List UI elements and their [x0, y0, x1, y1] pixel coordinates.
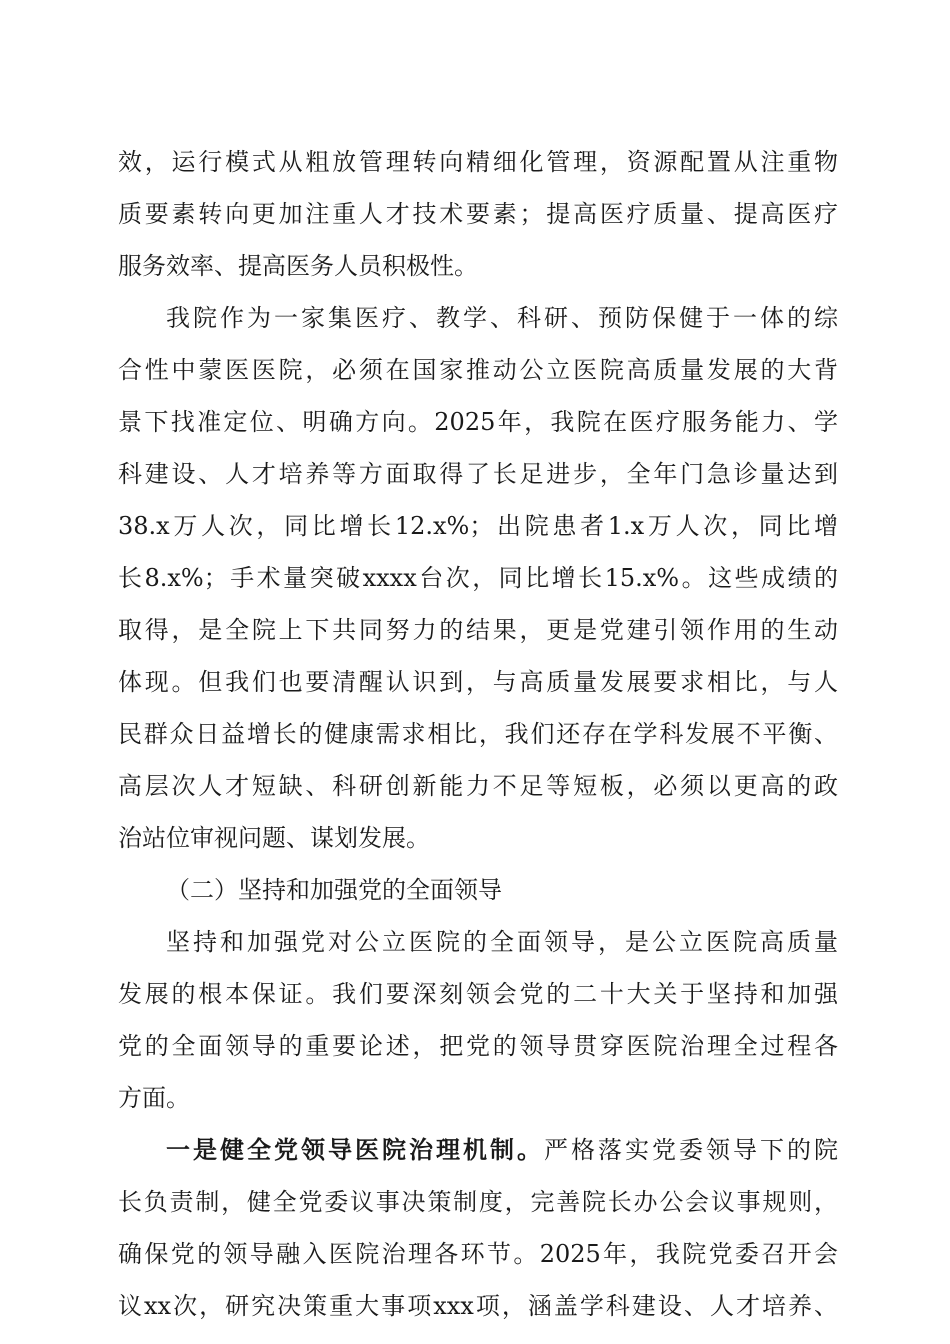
lead-phrase: 一是健全党领导医院治理机制。 [166, 1135, 544, 1164]
paragraph-line: 景下找准定位、明确方向。2025年，我院在医疗服务能力、学 [118, 408, 838, 436]
paragraph-line: 方面。 [118, 1084, 190, 1112]
paragraph-line: 发展的根本保证。我们要深刻领会党的二十大关于坚持和加强 [118, 980, 838, 1008]
paragraph-line: 高层次人才短缺、科研创新能力不足等短板，必须以更高的政 [118, 772, 838, 800]
paragraph-line: 科建设、人才培养等方面取得了长足进步，全年门急诊量达到 [118, 460, 838, 488]
paragraph-line: 议xx次，研究决策重大事项xxx项，涵盖学科建设、人才培养、 [118, 1292, 838, 1320]
paragraph-line: 服务效率、提高医务人员积极性。 [118, 252, 478, 280]
paragraph-line [118, 1124, 838, 1176]
paragraph-line: 治站位审视问题、谋划发展。 [118, 824, 430, 852]
paragraph-line: 38.x万人次，同比增长12.x%；出院患者1.x万人次，同比增 [118, 512, 838, 540]
paragraph-line: 长负责制，健全党委议事决策制度，完善院长办公会议事规则， [118, 1188, 838, 1216]
paragraph-line: 合性中蒙医医院，必须在国家推动公立医院高质量发展的大背 [118, 356, 838, 384]
paragraph-line: 民群众日益增长的健康需求相比，我们还存在学科发展不平衡、 [118, 720, 838, 748]
paragraph-line: 质要素转向更加注重人才技术要素；提高医疗质量、提高医疗 [118, 200, 838, 228]
paragraph-line: 效，运行模式从粗放管理转向精细化管理，资源配置从注重物 [118, 148, 838, 176]
paragraph-line: 体现。但我们也要清醒认识到，与高质量发展要求相比，与人 [118, 668, 838, 696]
paragraph-line: 党的全面领导的重要论述，把党的领导贯穿医院治理全过程各 [118, 1032, 838, 1060]
paragraph-line: 坚持和加强党对公立医院的全面领导，是公立医院高质量 [166, 928, 838, 956]
paragraph-line: 确保党的领导融入医院治理各环节。2025年，我院党委召开会 [118, 1240, 838, 1268]
paragraph-text: 严格落实党委领导下的院 [544, 1136, 838, 1164]
document-body [118, 136, 838, 1332]
paragraph-line: 我院作为一家集医疗、教学、科研、预防保健于一体的综 [166, 304, 838, 332]
paragraph-line: 取得，是全院上下共同努力的结果，更是党建引领作用的生动 [118, 616, 838, 644]
paragraph-line: 长8.x%；手术量突破xxxx台次，同比增长15.x%。这些成绩的 [118, 564, 838, 592]
section-heading: （二）坚持和加强党的全面领导 [166, 876, 502, 904]
